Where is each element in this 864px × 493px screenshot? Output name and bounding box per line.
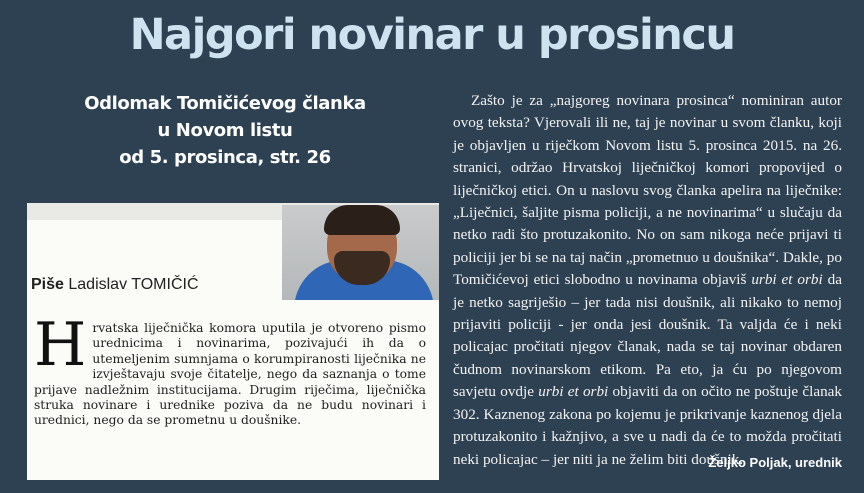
dropcap-letter: H: [34, 310, 87, 380]
byline-prefix: Piše: [31, 276, 64, 293]
author-photo: [282, 205, 439, 300]
author-signature: Željko Poljak, urednik: [708, 455, 842, 470]
editorial-part-1: Zašto je za „najgoreg novinara prosinca“ nominiran autor ovog teksta? Vjerovali ili ne, taj je novinar u svom članku, koji je objavljen u riječkom Novom listu 5. prosinca 2015. na 26. stranici, održao Hrvatskoj liječničkoj komori propovijed o liječničkoj etici. On u naslovu svog članka apelira na liječnike: „Liječnici, šaljite pisma policiji, a ne novinarima“ u slučaju da netko radi što protuzakonito. No on sam nikoga neće prijavi ti policiji jer bi se na taj način „prometnuo u doušnika“. Dakle, po Tomičićevoj etici slobodno u novinama objaviš: [453, 92, 842, 289]
byline-name: Ladislav TOMIČIĆ: [68, 276, 199, 293]
newspaper-clipping: [27, 203, 439, 480]
editorial-italic-2: urbi et orbi: [538, 383, 609, 401]
clipping-heading-line2: u Novom listu: [157, 120, 293, 141]
editorial-text: [453, 90, 842, 471]
clipping-heading-line3: od 5. prosinca, str. 26: [119, 147, 331, 168]
clipping-heading: [60, 90, 390, 171]
photo-hair: [324, 205, 400, 235]
editorial-part-3: objaviti da on očito ne poštuje članak 302. Kaznenog zakona po kojemu je prikrivanje kaznenog djela protuzakonito i kažnjivo, a sve u nadi da će to možda pročitati neki policajac – jer niti ja ne želim biti doušnik.: [453, 383, 843, 468]
clipping-paragraph: rvatska liječnička komora uputila je otvoreno pismo urednicima i novinarima, pozivajući ih da o utemeljenim sumnjama o korumpiranosti liječnika ne izvještavaju svoje čitatelje, nego da saznanja o tome prijave nadležnim institucijama. Drugim riječima, liječnička struka novinare i urednike poziva da ne budu novinari i urednici, nego da se prometnu u doušnike.: [34, 321, 426, 428]
byline: [31, 276, 199, 294]
clipping-heading-line1: Odlomak Tomičićevog članka: [84, 93, 366, 114]
clipping-text: [34, 310, 426, 429]
editorial-part-2: da je netko sagriješio – jer tada nisi doušnik, ali nikako to nemoj prijaviti policiji - jer onda jesi doušnik. Ta valjda će i neki policajac pročitati njegov članak, nada se taj novinar obdaren čudnom novinarskom etikom. Pa eto, ja ću po njegovom savjetu ovdje: [453, 271, 842, 401]
page-title: Najgori novinar u prosincu: [129, 10, 735, 60]
editorial-italic-1: urbi et orbi: [751, 271, 823, 289]
